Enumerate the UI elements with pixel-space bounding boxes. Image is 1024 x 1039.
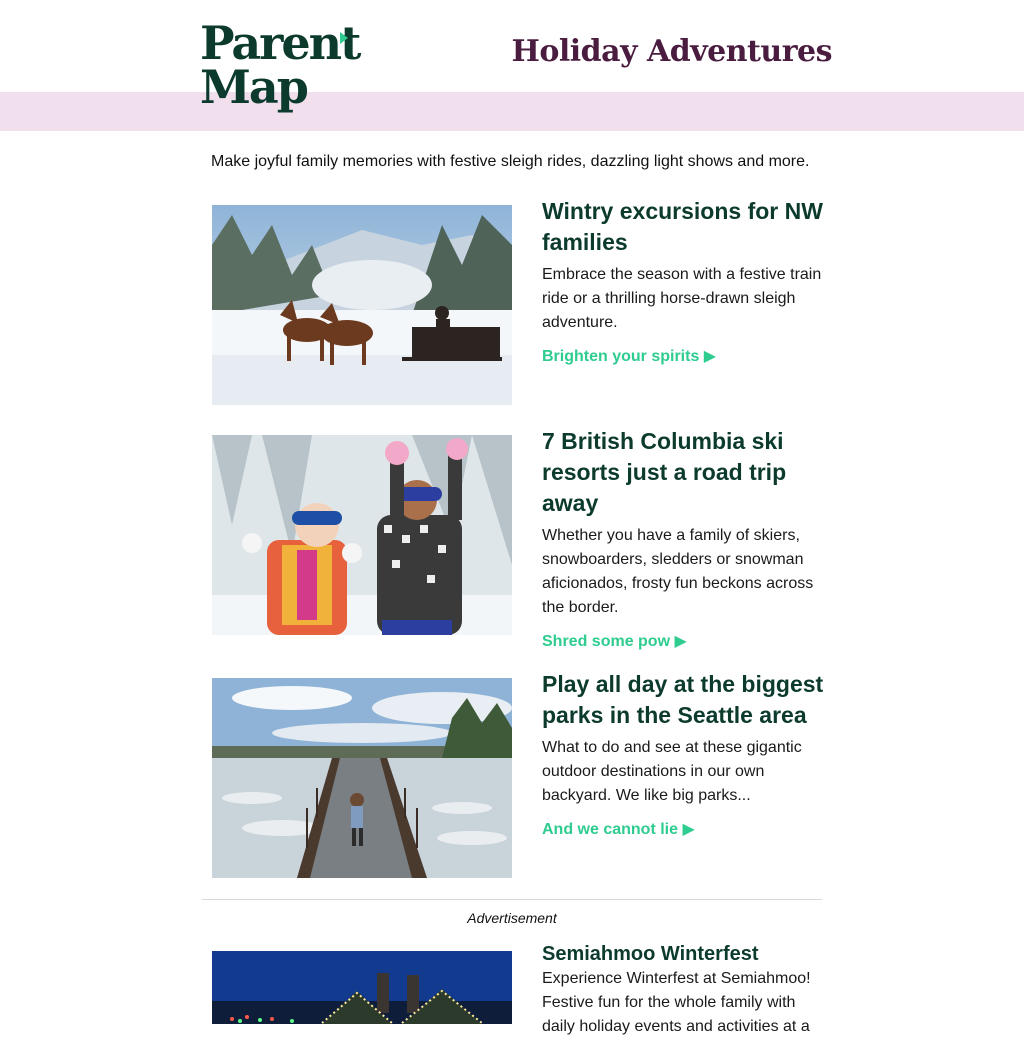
article-title[interactable]: 7 British Columbia ski resorts just a road trip away (542, 428, 787, 516)
article-text (542, 196, 832, 368)
ad-description: Experience Winterfest at Semiahmoo! Festive fun for the whole family with daily holiday events and activities at a (542, 970, 811, 1035)
article-title[interactable]: Play all day at the biggest parks in the Seattle area (542, 671, 824, 728)
article-image-kids-snow[interactable] (212, 435, 512, 635)
intro-text: Make joyful family memories with festive sleigh rides, dazzling light shows and more. (211, 153, 810, 170)
advertisement-label: Advertisement (467, 910, 557, 926)
article-cta-link[interactable]: And we cannot lie ▶ (542, 821, 695, 838)
email-header (0, 0, 1024, 114)
logo-text-parent: Parent (200, 16, 360, 70)
article-cta-link[interactable]: Brighten your spirits ▶ (542, 348, 717, 365)
ad-image-winterfest[interactable] (212, 951, 512, 1024)
article-image-sleigh[interactable] (212, 205, 512, 405)
article-description: What to do and see at these gigantic outdoor destinations in our own backyard. We like big parks... (542, 739, 802, 804)
article-cta-link[interactable]: Shred some pow ▶ (542, 633, 687, 650)
article-text (542, 669, 832, 841)
header-band (0, 92, 1024, 131)
logo-text-map: Map (200, 60, 307, 114)
kids-in-snow-image (212, 435, 512, 635)
ad-text (542, 941, 832, 1039)
article-description: Embrace the season with a festive train ride or a thrilling horse-drawn sleigh adventure. (542, 266, 822, 331)
article-description: Whether you have a family of skiers, snowboarders, sledders or snowman aficionados, frosty fun beckons across the border. (542, 527, 814, 616)
winterfest-lights-image (212, 951, 512, 1024)
section-divider (202, 899, 822, 900)
newsletter-title: Holiday Adventures (511, 34, 832, 69)
article-image-park-boardwalk[interactable] (212, 678, 512, 878)
ad-title[interactable]: Semiahmoo Winterfest (542, 943, 759, 965)
parentmap-logo[interactable] (200, 16, 360, 118)
sleigh-ride-image (212, 205, 512, 405)
logo-triangle-icon (340, 32, 348, 44)
article-title[interactable]: Wintry excursions for NW families (542, 198, 823, 255)
park-boardwalk-image (212, 678, 512, 878)
article-text (542, 426, 832, 653)
